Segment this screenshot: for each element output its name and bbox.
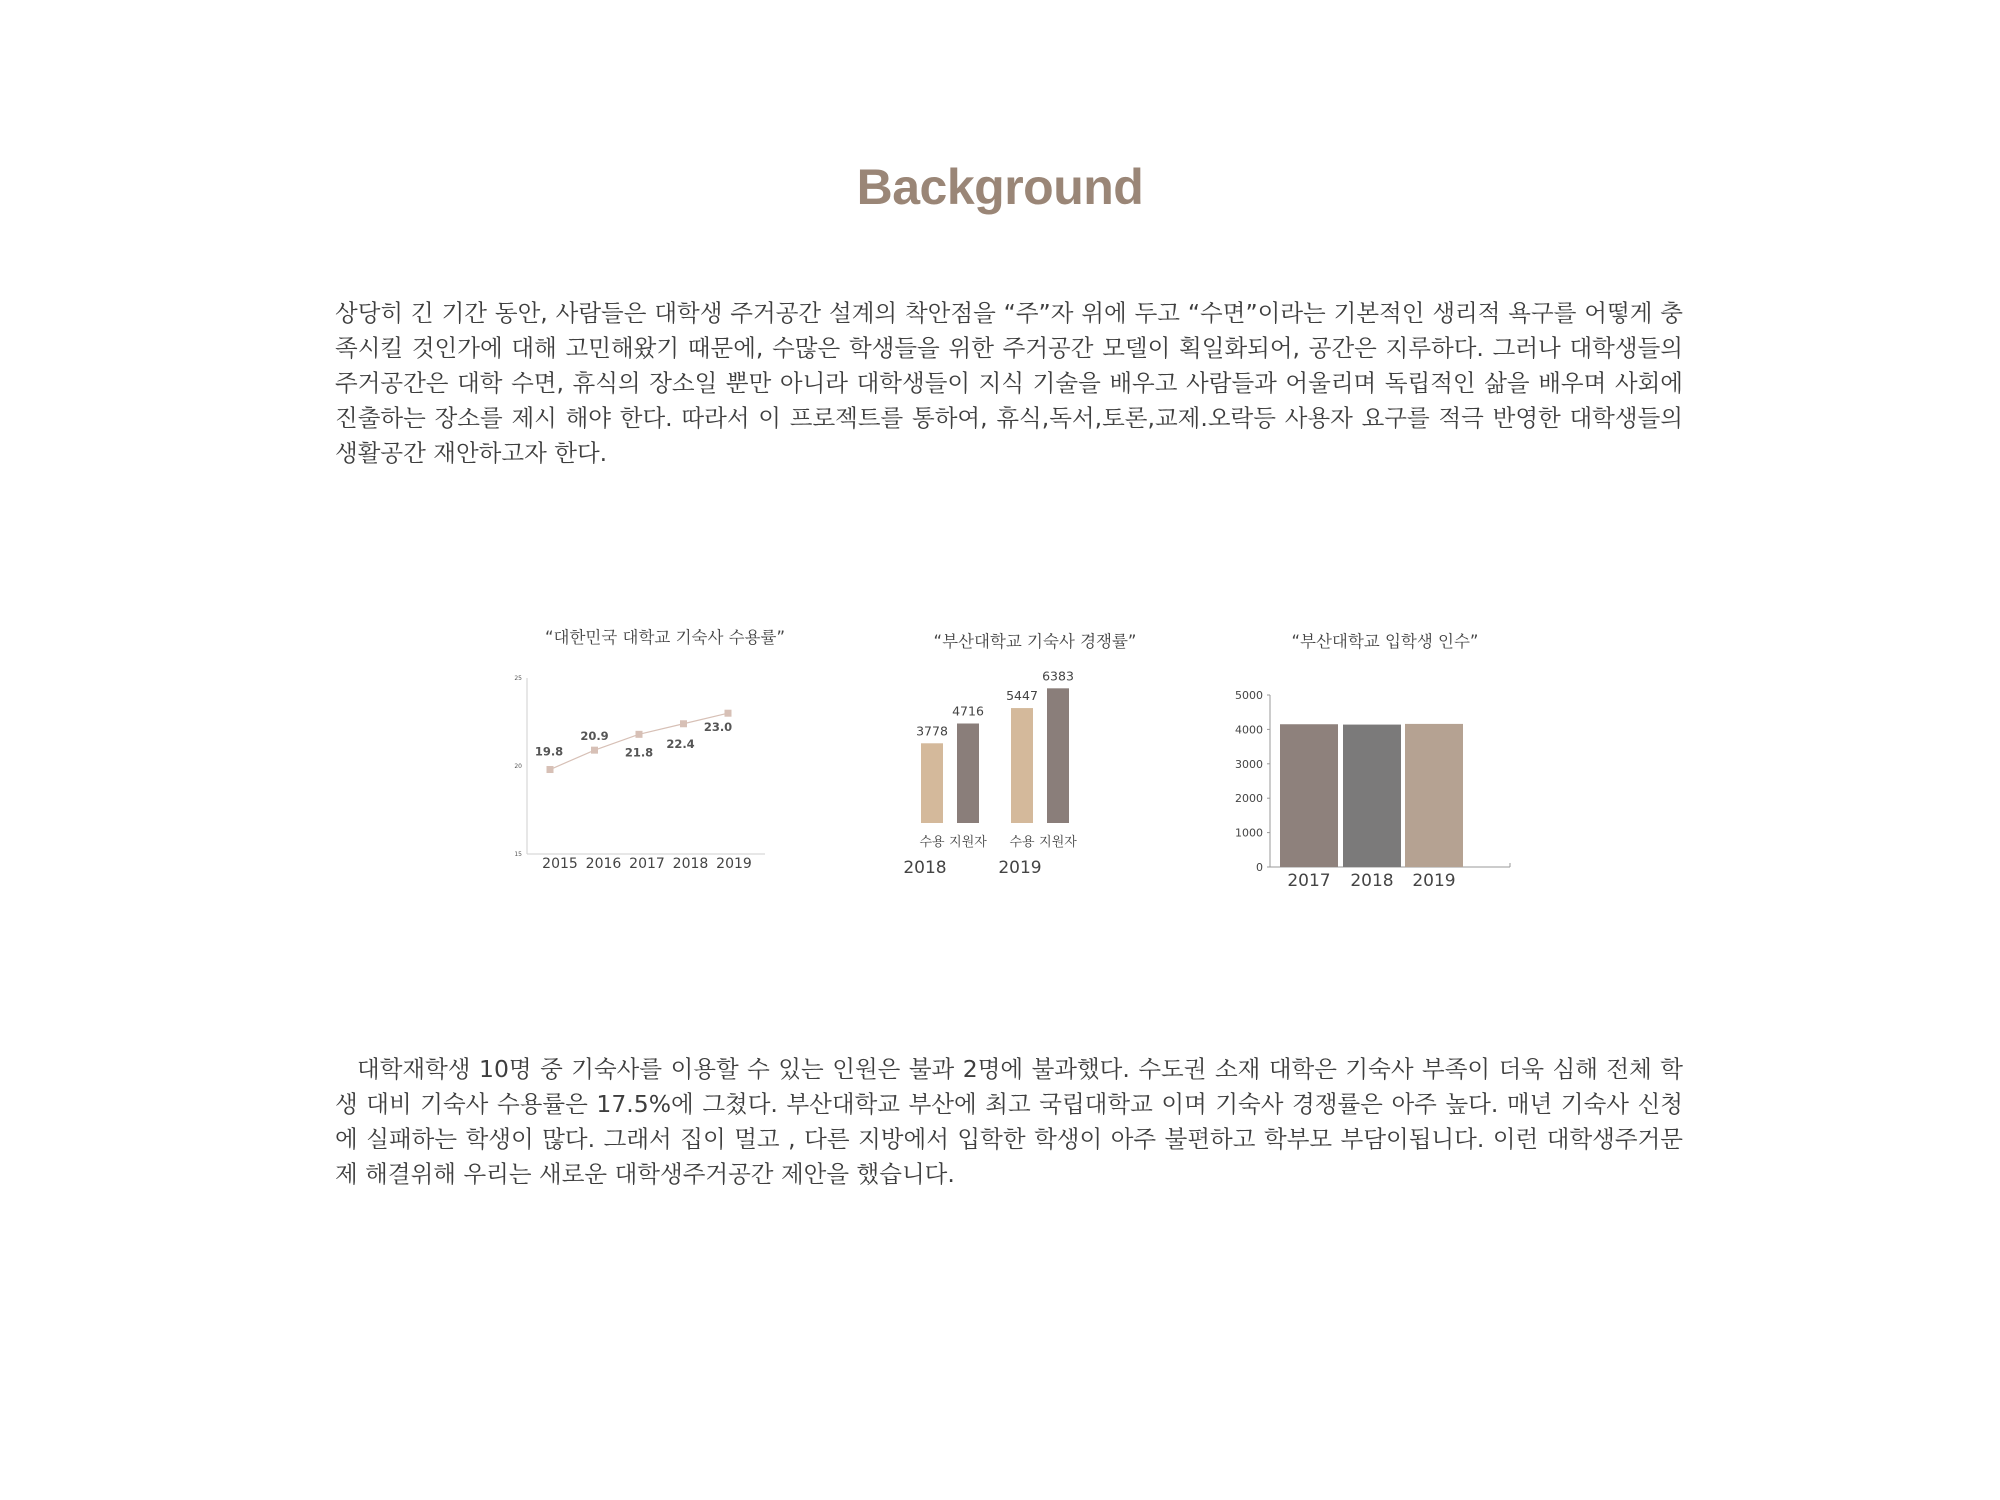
bar-label: 지원자 (1039, 835, 1077, 850)
y-tick-label: 2000 (1235, 792, 1263, 806)
chart2-bar-chart (900, 668, 1120, 900)
data-point (547, 766, 554, 773)
data-label: 22.4 (666, 736, 695, 751)
data-point (591, 747, 598, 754)
y-tick-label: 3000 (1235, 757, 1263, 771)
x-tick-label: 2016 (585, 856, 622, 872)
y-tick-label: 5000 (1235, 689, 1263, 702)
intro-paragraph: 상당히 긴 기간 동안, 사람들은 대학생 주거공간 설계의 착안점을 “주”자 위에 두고 “수면”이라는 기본적인 생리적 욕구를 어떻게 충족시킬 것인가에 대해 고민해왔기 때문에, 수많은 학생들을 위한 주거공간 모델이 획일화되어, 공간은 지루하다. 그러나 대학생들의 주거공간은 대학 수면, 휴식의 장소일 뿐만 아니라 대학생들이 지식 기술을 배우고 사람들과 어울리며 독립적인 삶을 배우며 사회에 진출하는 장소를 제시 해야 한다. 따라서 이 프로젝트를 통하여, 휴식,독서,토론,교제.오락등 사용자 요구를 적극 반영한 대학생들의 생활공간 재안하고자 한다. (335, 299, 1683, 467)
data-label: 21.8 (624, 745, 654, 760)
bar (1343, 725, 1401, 867)
y-tick-label: 4000 (1235, 723, 1263, 737)
bar (1011, 708, 1033, 823)
x-tick-label: 2017 (629, 856, 665, 872)
x-tick-label: 2019 (716, 856, 752, 872)
chart1-line-chart (500, 670, 780, 885)
data-point (725, 710, 732, 717)
chart3-title: “부산대학교 입학생 인수” (1291, 632, 1479, 651)
x-tick-label: 2018 (1350, 871, 1394, 891)
bar (921, 743, 943, 823)
group-label: 2018 (903, 858, 947, 878)
y-tick-label: 0 (1256, 861, 1263, 874)
chart3-bar-chart (1225, 680, 1525, 900)
conclusion-text: 대학재학생 10명 중 기숙사를 이용할 수 있는 인원은 불과 2명에 불과했다. 수도권 소재 대학은 기숙사 부족이 더욱 심해 전체 학생 대비 기숙사 수용률은 17.5%에 그쳤다. 부산대학교 부산에 최고 국립대학교 이며 기숙사 경쟁률은 아주 높다. 매년 기숙사 신청에 실패하는 학생이 많다. 그래서 집이 멀고 , 다른 지방에서 입학한 학생이 아주 불편하고 학부모 부담이됩니다. 이런 대학생주거문제 해결위해 우리는 새로운 대학생주거공간 제안을 했습니다. (335, 1055, 1683, 1188)
data-label: 6383 (1042, 668, 1074, 684)
bar (1047, 688, 1069, 823)
bar (1405, 724, 1463, 867)
data-point (680, 720, 687, 727)
page-title: Background (856, 159, 1144, 215)
x-tick-label: 2017 (1287, 871, 1331, 891)
data-label: 3778 (916, 723, 948, 739)
series-line (550, 713, 728, 769)
data-point (636, 731, 643, 738)
conclusion-paragraph (335, 1052, 1683, 1192)
group-label: 2019 (998, 858, 1042, 878)
bar-label: 지원자 (949, 835, 987, 850)
data-label: 20.9 (580, 729, 609, 744)
chart2-title: “부산대학교 기숙사 경쟁률” (933, 632, 1137, 651)
bar-label: 수용 (1009, 835, 1035, 850)
y-tick-label: 20 (514, 763, 522, 770)
x-tick-label: 2018 (672, 856, 709, 872)
chart1-title: “대한민국 대학교 기숙사 수용률” (544, 628, 786, 647)
y-tick-label: 1000 (1235, 826, 1263, 840)
bar (1280, 724, 1338, 867)
data-label: 4716 (952, 703, 984, 719)
data-label: 23.0 (703, 720, 733, 735)
bar-label: 수용 (919, 835, 945, 850)
x-tick-label: 2015 (542, 856, 578, 872)
y-tick-label: 25 (514, 675, 522, 682)
bar (957, 723, 979, 823)
x-tick-label: 2019 (1412, 871, 1456, 891)
data-label: 5447 (1006, 688, 1038, 704)
data-label: 19.8 (534, 744, 564, 759)
y-tick-label: 15 (514, 851, 522, 858)
